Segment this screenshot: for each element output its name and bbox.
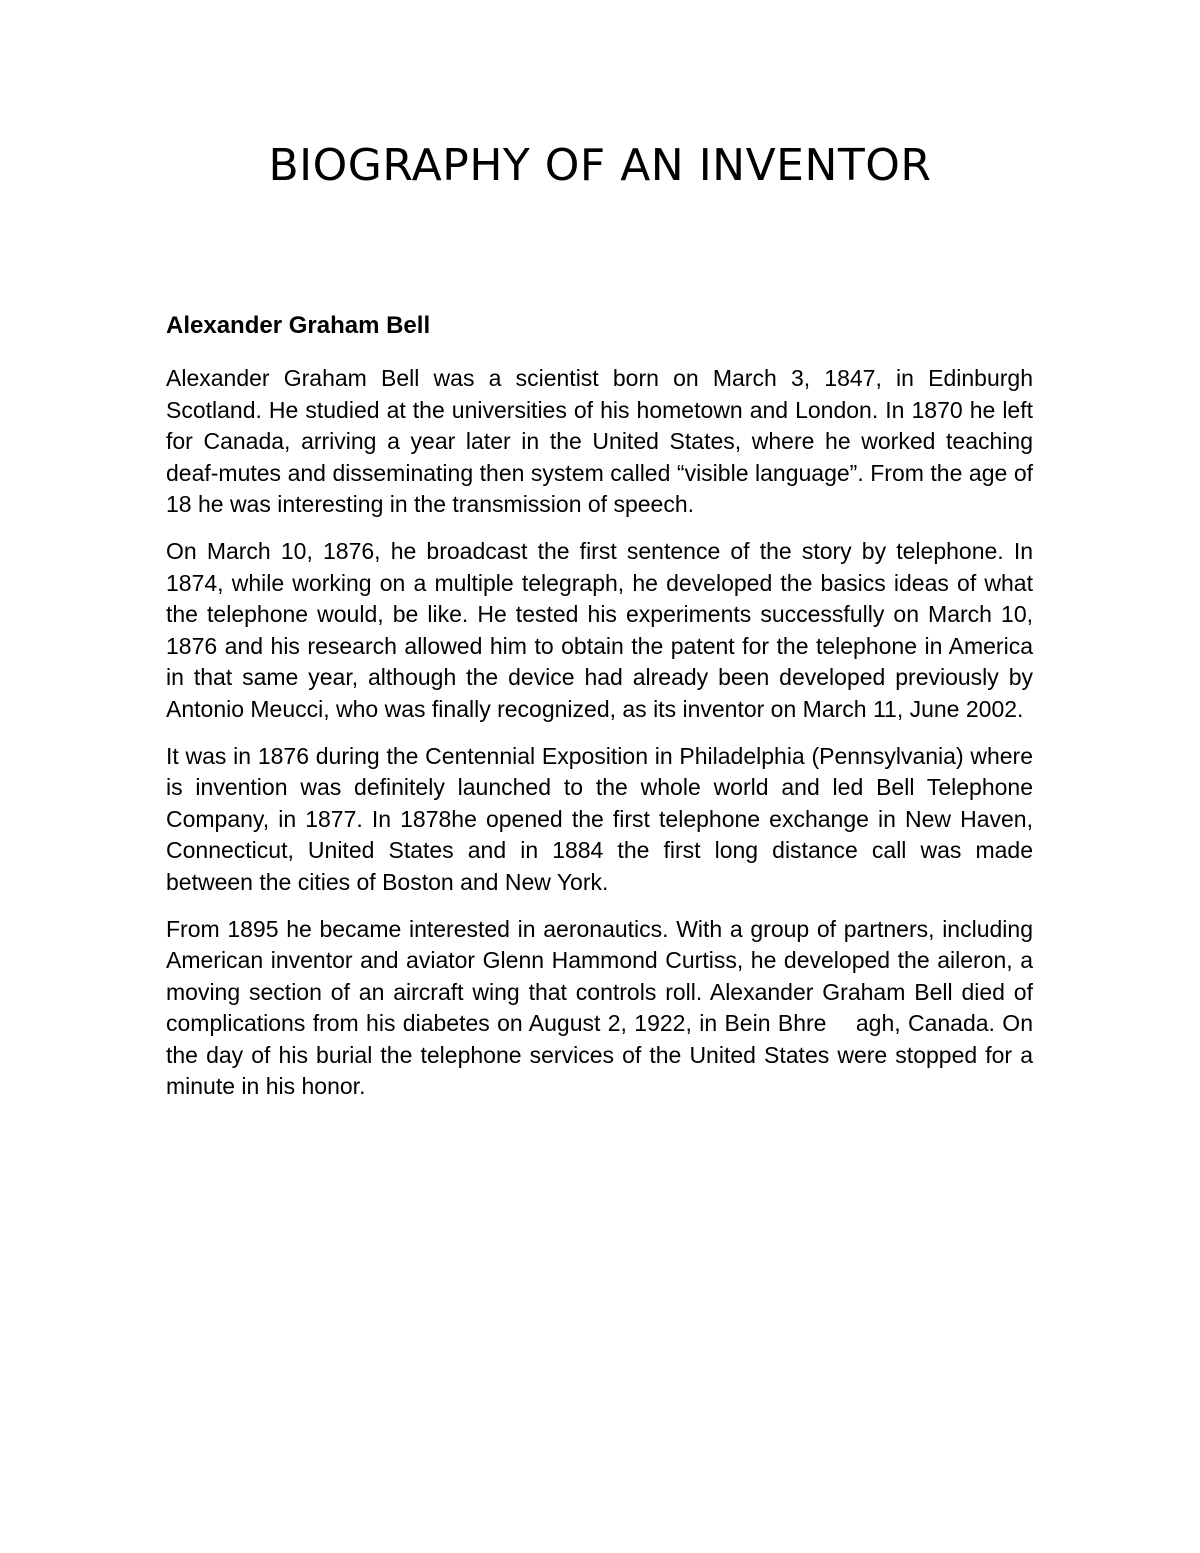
paragraph-aeronautics: From 1895 he became interested in aeronautics. With a group of partners, including American inventor and aviator Glenn Hammond Curtiss, he developed the aileron, a moving section of an aircraft wing that controls roll. Alexander Graham Bell died of complications from his diabetes on August 2, 1922, in Bein Bhre agh, Canada. On the day of his burial the telephone services of the United States were stopped for a minute in his honor. [166,915,1040,1100]
paragraph-exposition: It was in 1876 during the Centennial Exposition in Philadelphia (Pennsylvania) where is invention was definitely launched to the whole world and led Bell Telephone Company, in 1877. In 1878he opened the first telephone exchange in New Haven, Connecticut, United States and in 1884 the first long distance call was made between the cities of Boston and New York. [166,742,1033,895]
subject-name-heading: Alexander Graham Bell [166,312,431,339]
document-body [166,307,1040,1118]
paragraph-telephone: On March 10, 1876, he broadcast the first sentence of the story by telephone. In 1874, while working on a multiple telegraph, he developed the basics ideas of what the telephone would, be like. He tested his experiments successfully on March 10, 1876 and his research allowed him to obtain the patent for the telephone in America in that same year, although the device had already been developed previously by Antonio Meucci, who was finally recognized, as its inventor on March 11, June 2002. [166,537,1033,722]
paragraph-early-life: Alexander Graham Bell was a scientist born on March 3, 1847, in Edinburgh Scotland. He studied at the universities of his hometown and London. In 1870 he left for Canada, arriving a year later in the United States, where he worked teaching deaf-mutes and disseminating then system called “visible language”. From the age of 18 he was interesting in the transmission of speech. [166,365,1033,518]
document-title: BIOGRAPHY OF AN INVENTOR [268,140,932,191]
